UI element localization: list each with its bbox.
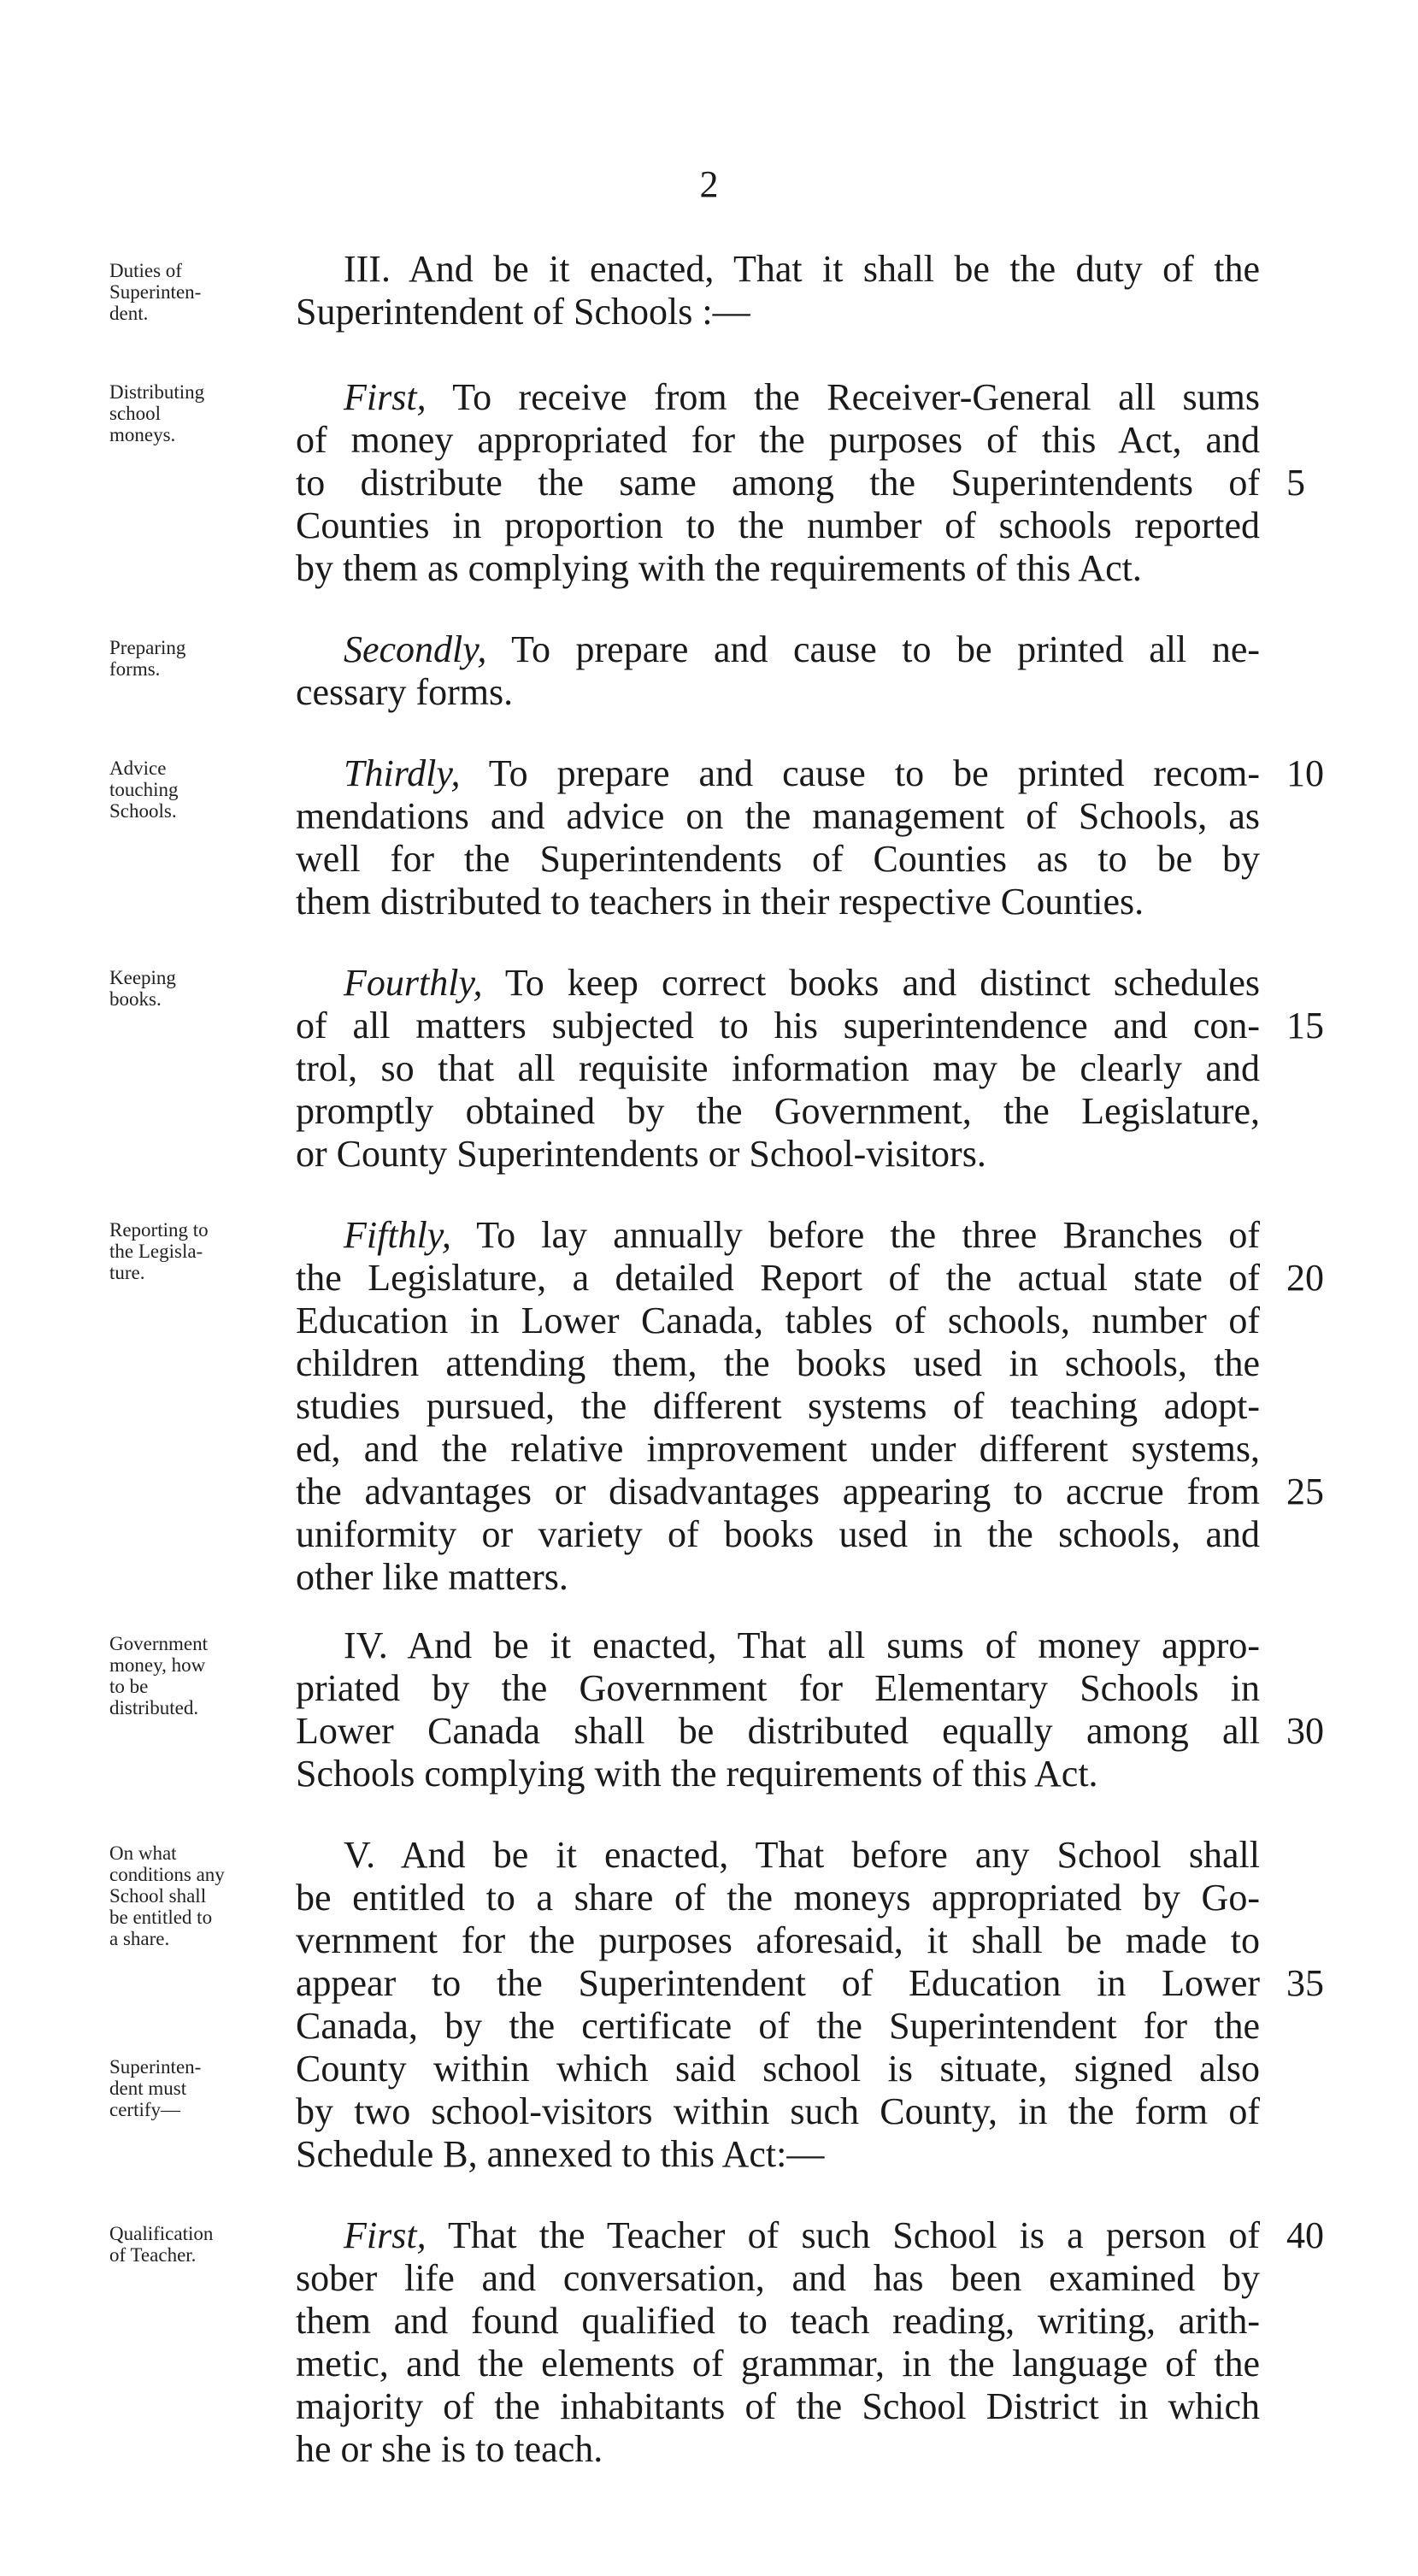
line-number: 40 [1286, 2214, 1324, 2256]
text-line: Lower Canada shall be distributed equally among all [296, 1710, 1260, 1752]
paragraph [296, 1624, 1260, 1795]
paragraph [296, 376, 1260, 590]
margin-line: Schools. [109, 800, 177, 822]
margin-note [109, 1219, 280, 1283]
text-line [296, 752, 1260, 795]
margin-line: be entitled to [109, 1907, 213, 1928]
margin-line: of Teacher. [109, 2244, 197, 2266]
paragraph [296, 1834, 1260, 2176]
margin-line: Qualification [109, 2223, 214, 2244]
line-text: That the Teacher of such School is a person of [447, 2214, 1260, 2256]
text-line: appear to the Superintendent of Education in Lower [296, 1962, 1260, 2004]
lead-word: Fourthly, [344, 962, 483, 1004]
margin-note [109, 2056, 280, 2120]
margin-line: money, how [109, 1654, 206, 1676]
line-text: To keep correct books and distinct schedules [504, 962, 1260, 1004]
paragraph [296, 1214, 1260, 1599]
text-line: be entitled to a share of the moneys appropriated by Go- [296, 1877, 1260, 1919]
text-line [296, 628, 1260, 671]
margin-line: school [109, 403, 162, 424]
text-line [296, 2214, 1260, 2257]
text-line: the advantages or disadvantages appearing to accrue from [296, 1471, 1260, 1512]
text-line: sober life and conversation, and has been examined by [296, 2257, 1260, 2299]
margin-note [109, 637, 280, 680]
text-line: he or she is to teach. [296, 2428, 603, 2470]
text-line: Counties in proportion to the number of schools reported [296, 504, 1260, 546]
margin-note [109, 967, 280, 1010]
margin-line: On what [109, 1842, 177, 1864]
margin-line: Preparing [109, 637, 186, 658]
text-line: by two school-visitors within such County, in the form of [296, 2090, 1260, 2132]
margin-line: Distributing [109, 381, 205, 403]
lead-word: First, [344, 2214, 427, 2256]
text-line: trol, so that all requisite information may be clearly and [296, 1047, 1260, 1089]
line-number: 20 [1286, 1257, 1324, 1299]
margin-line: Reporting to [109, 1219, 209, 1241]
lead-word: Secondly, [344, 628, 487, 670]
paragraph [296, 628, 1260, 714]
text-line: other like matters. [296, 1556, 568, 1598]
text-line: mendations and advice on the management of Schools, as [296, 795, 1260, 837]
margin-note [109, 381, 280, 445]
text-line: the Legislature, a detailed Report of the actual state of [296, 1257, 1260, 1299]
text-line: well for the Superintendents of Counties as to be by [296, 838, 1260, 880]
text-line: Education in Lower Canada, tables of schools, number of [296, 1300, 1260, 1341]
margin-note [109, 2223, 280, 2266]
text-line: ed, and the relative improvement under different systems, [296, 1428, 1260, 1470]
line-text: To lay annually before the three Branches of [476, 1214, 1260, 1256]
margin-note [109, 757, 280, 822]
line-text: To prepare and cause to be printed all ne- [511, 628, 1260, 670]
text-line: cessary forms. [296, 671, 514, 713]
margin-line: to be [109, 1676, 149, 1697]
text-line: Superintendent of Schools :— [296, 291, 750, 333]
margin-line: the Legisla- [109, 1241, 203, 1262]
margin-line: books. [109, 988, 162, 1010]
margin-line: dent. [109, 303, 149, 324]
margin-line: Duties of [109, 260, 182, 281]
text-line [296, 376, 1260, 419]
paragraph [296, 2214, 1260, 2471]
text-line: Schedule B, annexed to this Act:— [296, 2133, 825, 2175]
text-line: to distribute the same among the Superintendents of [296, 462, 1260, 504]
lead-word: Fifthly, [344, 1214, 451, 1256]
margin-line: dent must [109, 2078, 187, 2099]
text-line: County within which said school is situate, signed also [296, 2048, 1260, 2090]
line-number: 30 [1286, 1710, 1324, 1752]
text-line: promptly obtained by the Government, the Legislature, [296, 1090, 1260, 1132]
line-number: 35 [1286, 1962, 1324, 2004]
line-text: To prepare and cause to be printed recom- [488, 752, 1260, 794]
text-line: uniformity or variety of books used in the schools, and [296, 1513, 1260, 1555]
text-line: children attending them, the books used in schools, the [296, 1342, 1260, 1384]
text-line: of all matters subjected to his superintendence and con- [296, 1005, 1260, 1046]
text-line: studies pursued, the different systems of teaching adopt- [296, 1385, 1260, 1427]
paragraph [296, 962, 1260, 1176]
line-number: 5 [1286, 462, 1305, 504]
margin-line: Keeping [109, 967, 176, 988]
margin-line: Advice [109, 757, 167, 779]
paragraph [296, 752, 1260, 923]
margin-line: School shall [109, 1885, 207, 1907]
text-line: Canada, by the certificate of the Superintendent for the [296, 2005, 1260, 2047]
paragraph [296, 248, 1260, 333]
margin-line: moneys. [109, 424, 176, 445]
text-line: by them as complying with the requirements of this Act. [296, 547, 1142, 589]
text-line [296, 962, 1260, 1005]
margin-note [109, 260, 280, 324]
margin-line: Government [109, 1633, 208, 1654]
text-line: III. And be it enacted, That it shall be the duty of the [344, 248, 1260, 290]
text-line: Schools complying with the requirements of this Act. [296, 1753, 1098, 1795]
lead-word: Thirdly, [344, 752, 461, 794]
margin-line: conditions any [109, 1864, 225, 1885]
lead-word: First, [344, 376, 427, 418]
margin-line: distributed. [109, 1697, 199, 1718]
text-line: vernment for the purposes aforesaid, it shall be made to [296, 1919, 1260, 1961]
text-line: V. And be it enacted, That before any School shall [344, 1834, 1260, 1876]
text-line: of money appropriated for the purposes of this Act, and [296, 419, 1260, 461]
page-number: 2 [699, 163, 719, 205]
margin-line: certify— [109, 2099, 181, 2120]
text-line: them and found qualified to teach reading, writing, arith- [296, 2300, 1260, 2342]
line-number: 15 [1286, 1005, 1324, 1046]
text-line: or County Superintendents or School-visitors. [296, 1133, 986, 1175]
margin-note [109, 1842, 280, 1949]
margin-line: Superinten- [109, 281, 202, 303]
margin-line: ture. [109, 1262, 145, 1283]
text-line: IV. And be it enacted, That all sums of money appro- [344, 1624, 1260, 1666]
margin-line: Superinten- [109, 2056, 202, 2078]
text-line: majority of the inhabitants of the School District in which [296, 2385, 1260, 2427]
margin-line: touching [109, 779, 179, 800]
line-text: To receive from the Receiver-General all sums [452, 376, 1260, 418]
text-line [296, 1214, 1260, 1257]
margin-line: a share. [109, 1928, 170, 1949]
text-line: them distributed to teachers in their respective Counties. [296, 881, 1144, 923]
margin-note [109, 1633, 280, 1718]
text-line: metic, and the elements of grammar, in the language of the [296, 2343, 1260, 2384]
line-number: 10 [1286, 752, 1324, 794]
margin-line: forms. [109, 658, 161, 680]
line-number: 25 [1286, 1471, 1324, 1512]
text-line: priated by the Government for Elementary Schools in [296, 1667, 1260, 1709]
